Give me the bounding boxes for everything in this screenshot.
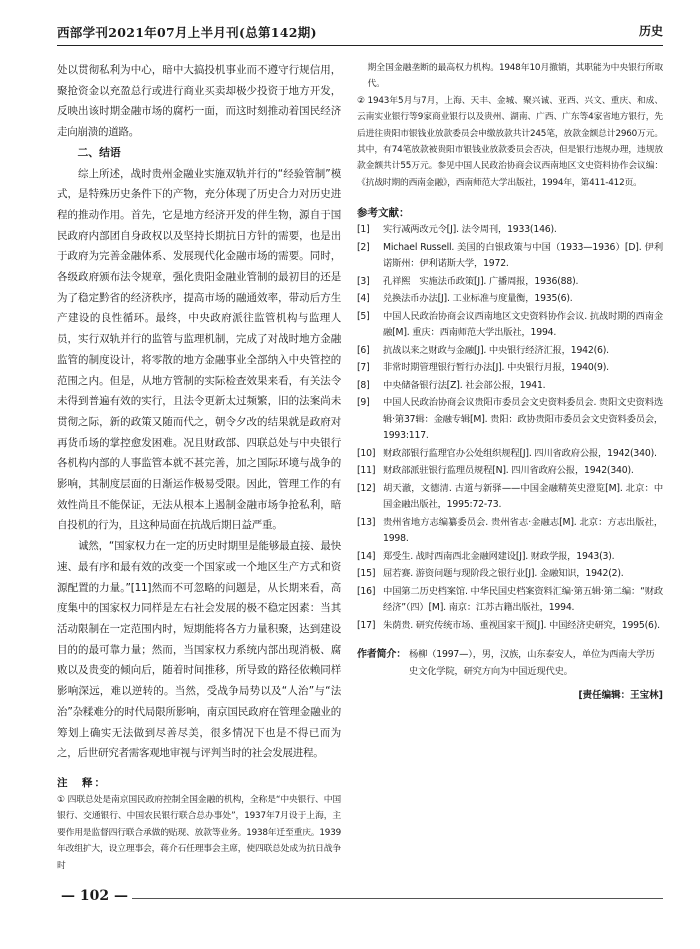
reference-text: 中国人民政治协商会议贵阳市委员会文史资料委员会. 贵阳文史资料选辑·第37辑：金融专辑[M]. 贵阳：政协贵阳市委员会文史资料委员会，1993:117.	[383, 397, 663, 442]
footnote-number: ②	[357, 95, 365, 106]
reference-text: 抗战以来之财政与金融[J]. 中央银行经济汇报，1942(6).	[383, 344, 609, 356]
reference-text: 胡天澈，文德清. 古道与新驿——中国金融精英史澄览[M]. 北京：中国金融出版社，1995:72-73.	[383, 482, 663, 511]
reference-number: [5]	[357, 310, 370, 322]
reference-number: [12]	[357, 482, 376, 494]
reference-item	[357, 222, 663, 239]
footnote-text: 四联总处是南京国民政府控制全国金融的机构，全称是“中央银行、中国银行、交通银行、中国农民银行联合总办事处”，1937年7月设于上海，主要作用是监督四行联合承做的贴现、放款等业务。1938年迁至重庆。1939年改组扩大，设立理事会，蒋介石任理事会主席，使四联总处成为抗日战争时	[57, 794, 341, 871]
reference-item	[357, 549, 663, 566]
responsible-editor: [责任编辑：王宝林]	[578, 690, 663, 702]
reference-item	[357, 481, 663, 514]
paragraph: 综上所述，战时贵州金融业实施双轨并行的“经验管制”模式，是特殊历史条件下的产物，充分体现了历史合力对历史进程的推动作用。首先，它是地方经济开发的伴生物，源自于国民政府内部团自身政权以及坚持长期抗日方针的需要，也是出于政府为完善金融体系、发展现代化金融市场的需要。同时，各级政府颁布法令规章，强化贵阳金融业管制的最初目的还是为了稳定黔省的经济秩序，提高市场的融通效率，带动后方生产建设的良性循环。最终，中央政府派往监管机构与监理人员，实行双轨并行的监管与监理机制，完成了对战时地方金融监管的制度设计，将零散的地方金融事业全部纳入中央管控的范围之内。但是，从地方管制的实际检查效果来看，有关法令未得到普遍有效的实行，且法令更新太过频繁，旧的法案尚未贯彻之际，新的政策又随而代之，朝令夕改的结果就是政府对再货币场的掌控愈发困难。况且财政部、四联总处与中央银行各机构内部的人事监管本就不甚完善，加之国际环境与战争的影响，其制度层面的日渐运作极易受限。因此，管理工作的有效性尚且不能保证，无法从根本上遏制金融市场争抢私利，暗自投机的行为，且这种局面在抗战后期日益严重。	[57, 167, 341, 532]
journal-masthead: 西部学刊2021年07月上半月刊(总第142期)	[57, 25, 317, 40]
reference-item	[357, 446, 663, 463]
reference-number: [4]	[357, 293, 370, 305]
reference-item	[357, 360, 663, 377]
right-column	[357, 60, 663, 701]
reference-number: [1]	[357, 224, 370, 236]
reference-text: 财政部银行监理官办公处组织规程[J]. 四川省政府公报，1942(340).	[383, 447, 657, 459]
section-heading-conclusion: 二、结语	[77, 145, 121, 159]
footnote	[57, 792, 341, 874]
reference-item	[357, 240, 663, 273]
footnote-text: 1943年5月与7月，上海、天丰、金城、聚兴诚、亚西、兴文、重庆、和成、云南实业银行等9家商业银行以及贵州、湖南、广西、广东等4家省地方银行，先后进往贵阳市银钱业放款委员会申缴放款共计245笔，放款金额总计2960万元。其中，有74笔放款被贵阳市银钱业放款委员会否决，但是银行违规办理，违规放款金额共计55万元。参见中国人民政治协商会议西南地区文史资料协作会议编：《抗战时期的西南金融》，西南师范大学出版社，1994年，第411-412页。	[357, 95, 663, 188]
footnote-continued: 期全国金融垄断的最高权力机构。1948年10月撤销，其职能为中央银行所取代。	[367, 63, 663, 90]
author-bio-label: 作者简介：	[357, 649, 406, 661]
reference-number: [13]	[357, 516, 376, 528]
reference-text: 中国第二历史档案馆. 中华民国史档案资料汇编·第五辑·第二编：“财政经济”（四）[M]. 南京：江苏古籍出版社，1994.	[383, 585, 663, 614]
reference-item	[357, 378, 663, 395]
author-bio-text: 杨柳（1997—），男，汉族，山东泰安人，单位为西南大学历史文化学院，研究方向为中国近现代史。	[409, 649, 655, 678]
references-title: 参考文献：	[357, 207, 410, 220]
reference-number: [16]	[357, 585, 376, 597]
reference-number: [2]	[357, 241, 370, 253]
reference-item	[357, 515, 663, 548]
reference-item	[357, 584, 663, 617]
section-label: 历史	[638, 24, 663, 38]
page-header	[57, 20, 663, 48]
reference-text: 兑换法币办法[J]. 工业标准与度量衡，1935(6).	[383, 293, 573, 305]
reference-number: [17]	[357, 619, 376, 631]
author-bio	[357, 646, 663, 680]
footnote	[357, 93, 663, 191]
paragraph: 诚然，“国家权力在一定的历史时期里是能够最直接、最快速、最有序和最有效的改变一个国家或一个地区生产方式和资源配置的力量。”[11]然而不可忽略的问题是，从长期来看，高度集中的国家权力同样是左右社会发展的极不稳定因素：当其活动限制在一定范围内时，短期能将各方力量积聚，达到建设目的的最可靠力量；然而，当国家权力系统内部出现消极、腐败以及贵变的倾向后，随着时间推移，所导致的路径依赖同样影响深远，难以逆转的。当然，受战争局势以及“人治”与“法治”杂糅难分的时代局限所影响，南京国民政府在管理金融业的筹划上确实无法做到尽善尽美，很多情况下也是不得已而为之，后世研究者需客观地审视与评判当时的社会发展进程。	[57, 540, 341, 760]
reference-number: [14]	[357, 550, 376, 562]
reference-item	[357, 291, 663, 308]
page-number: — 102 —	[57, 888, 132, 904]
reference-text: 朱荫贵. 研究传统市场、重视国家干预[J]. 中国经济史研究，1995(6).	[383, 619, 660, 631]
reference-text: 中国人民政治协商会议西南地区文史资料协作会议. 抗战时期的西南金融[M]. 重庆：西南师范大学出版社，1994.	[383, 310, 663, 339]
reference-item	[357, 274, 663, 291]
reference-number: [11]	[357, 465, 376, 477]
reference-number: [10]	[357, 447, 376, 459]
reference-text: 非常时期管理银行暂行办法[J]. 中央银行月报，1940(9).	[383, 362, 609, 374]
reference-item	[357, 395, 663, 445]
reference-number: [6]	[357, 344, 370, 356]
reference-text: 实行减两改元令[J]. 法令周刊，1933(146).	[383, 224, 557, 236]
reference-number: [7]	[357, 362, 370, 374]
reference-text: 孔祥熙 实施法币政策[J]. 广播周报，1936(88).	[383, 275, 579, 287]
reference-item	[357, 343, 663, 360]
paragraph-continued: 处以贯彻私利为中心，暗中大搞投机事业而不遵守行规信用，聚抢资金以充盈总行或进行商业买卖却极少投资于地方开发，反映出该时期金融市场的腐朽一面，而这时刻推动着国民经济走向崩溃的道路。	[57, 64, 341, 139]
reference-number: [9]	[357, 397, 370, 409]
references-list	[357, 222, 663, 634]
reference-text: 屈若赛. 游资问题与现阶段之银行业[J]. 金融知识，1942(2).	[383, 568, 624, 580]
reference-number: [8]	[357, 379, 370, 391]
footer-rule	[130, 898, 663, 899]
reference-number: [3]	[357, 275, 370, 287]
footnote-number: ①	[57, 794, 65, 805]
reference-item	[357, 618, 663, 635]
reference-text: Michael Russell. 美国的白银政策与中国（1933—1936）[D]. 伊利诺斯州：伊利诺斯大学，1972.	[383, 241, 663, 270]
reference-item	[357, 463, 663, 480]
notes-title: 注 释：	[57, 776, 107, 789]
reference-item	[357, 566, 663, 583]
reference-text: 贵州省地方志编纂委员会. 贵州省志·金融志[M]. 北京：方志出版社，1998.	[383, 516, 663, 545]
reference-number: [15]	[357, 568, 376, 580]
reference-item	[357, 309, 663, 342]
header-rule	[57, 45, 663, 46]
reference-text: 郑受生. 战时西南西北金融网建设[J]. 财政学报，1943(3).	[383, 550, 615, 562]
left-column	[57, 60, 341, 874]
reference-text: 财政部派驻银行监理员规程[N]. 四川省政府公报，1942(340).	[383, 465, 634, 477]
reference-text: 中央储备银行法[Z]. 社会部公报，1941.	[383, 379, 546, 391]
